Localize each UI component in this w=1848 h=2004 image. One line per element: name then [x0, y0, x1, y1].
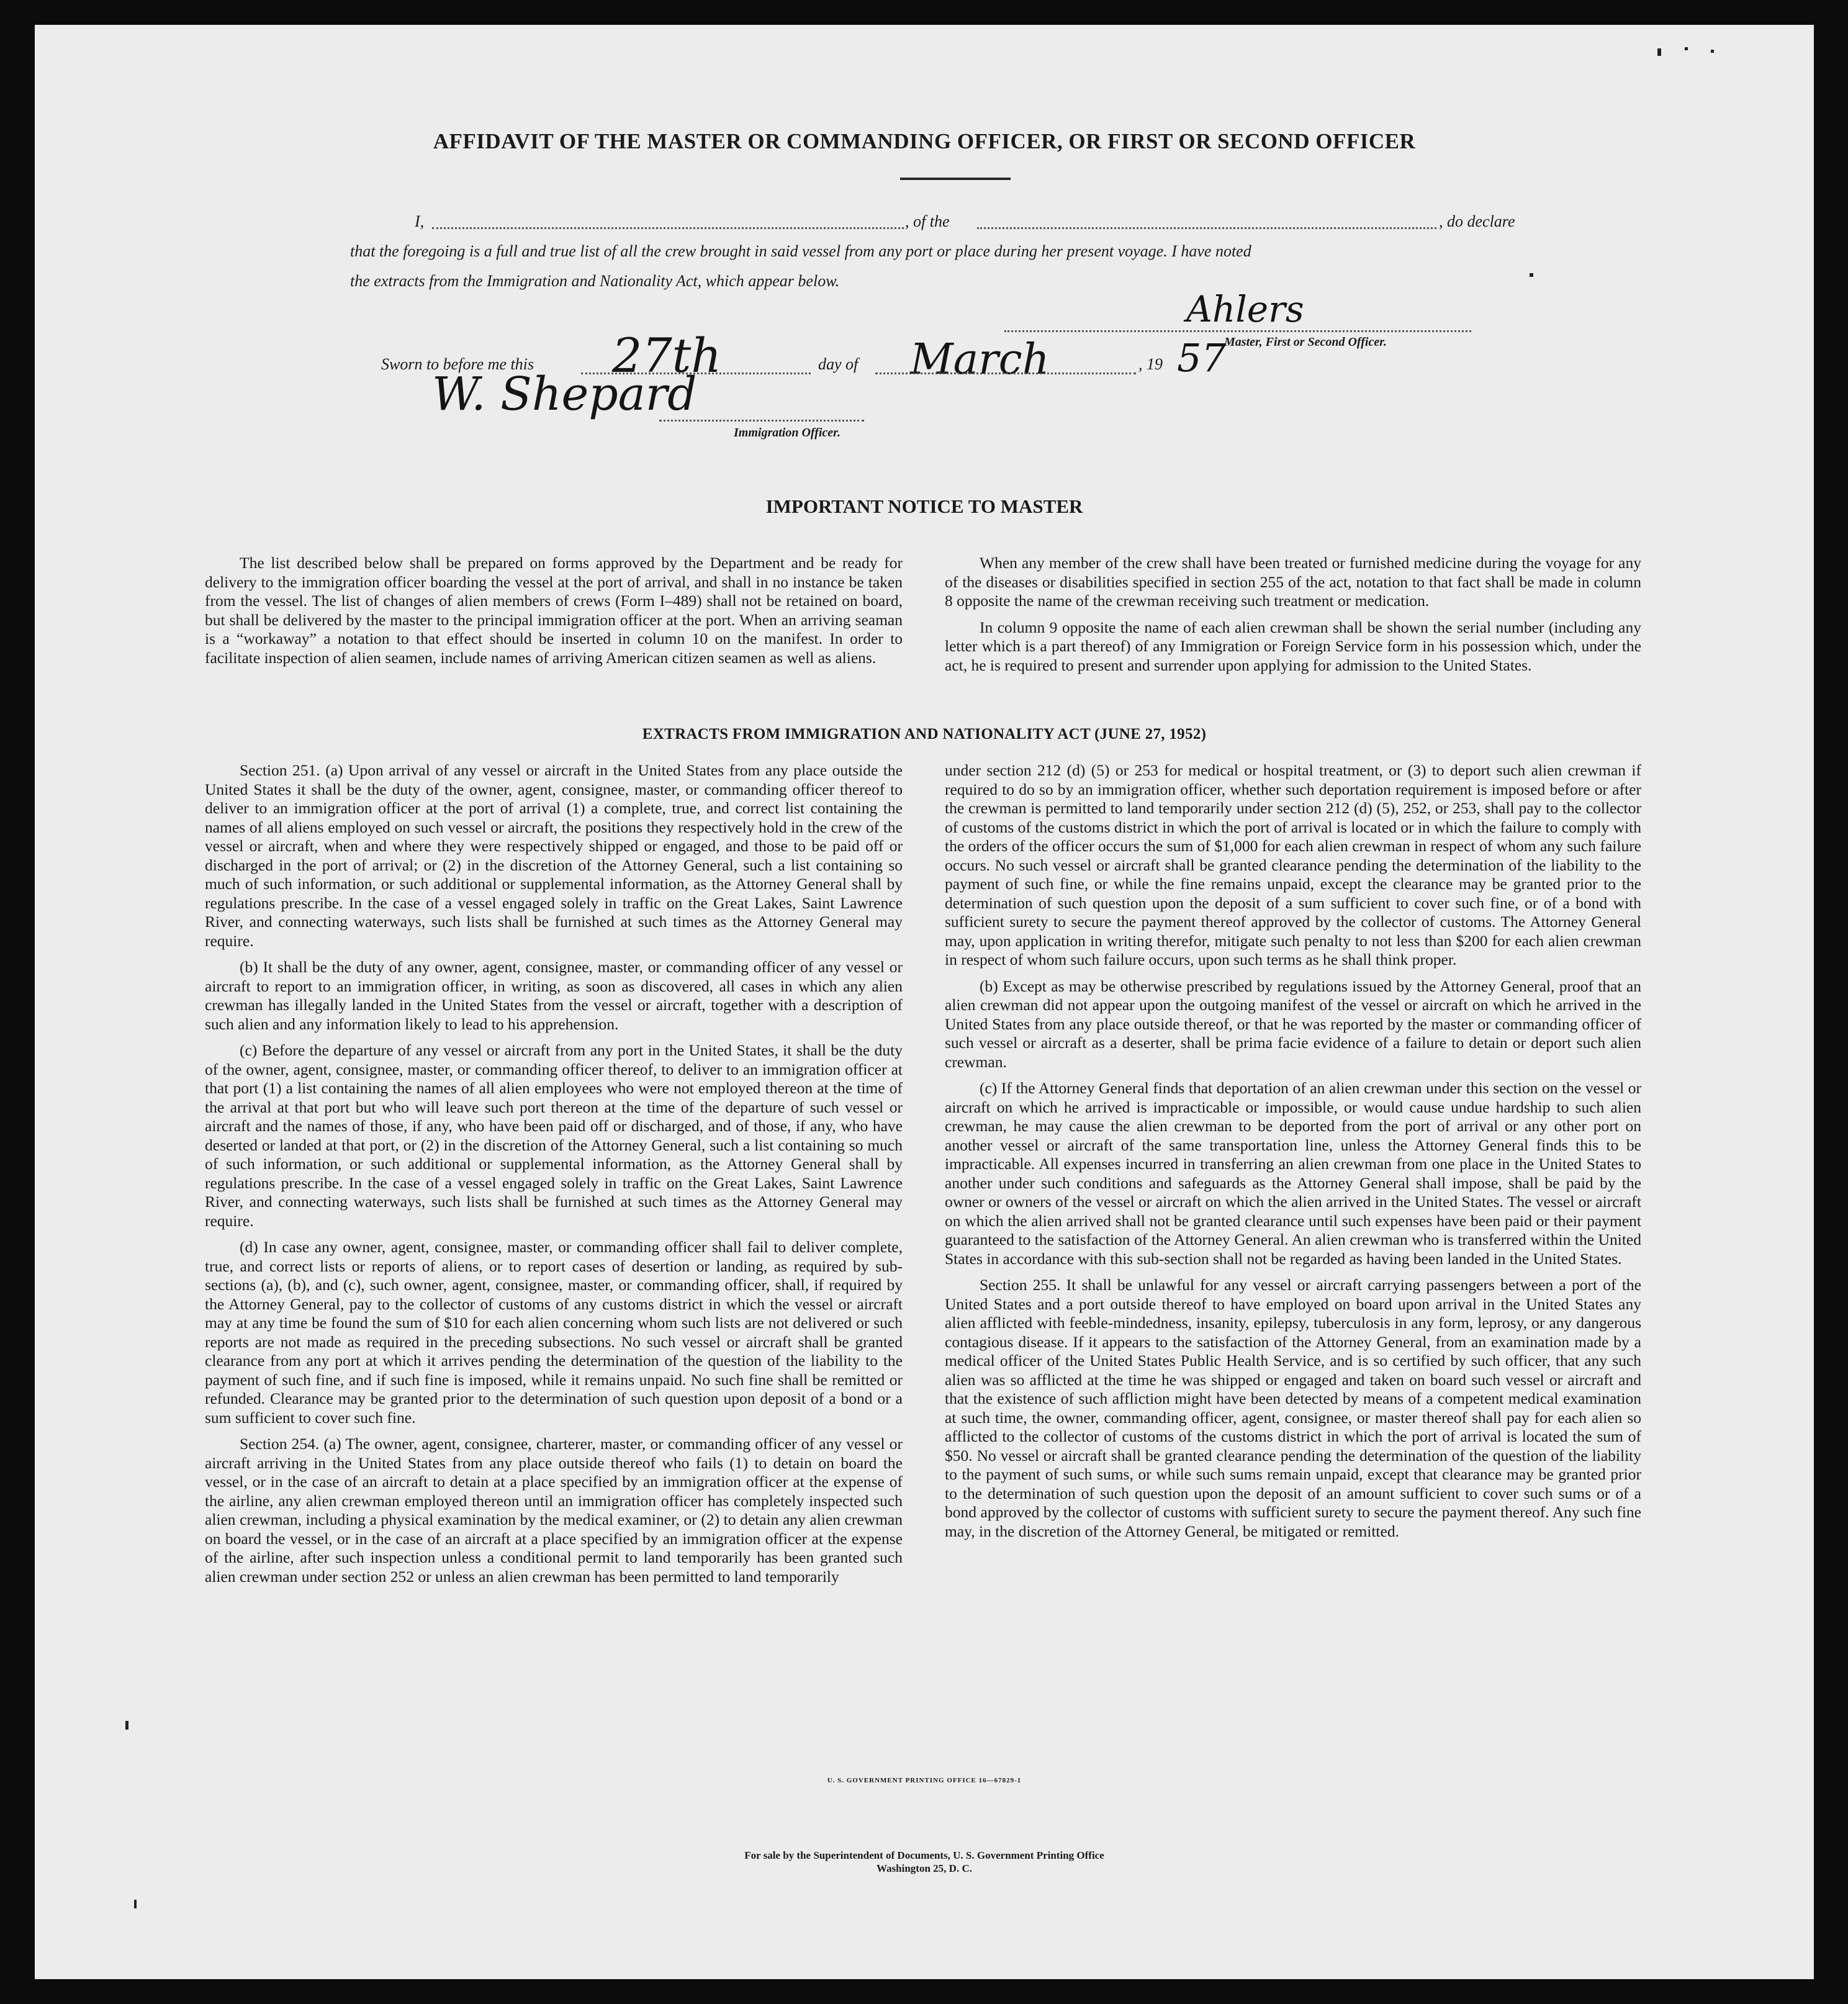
speck	[1657, 48, 1661, 56]
sale-line: Washington 25, D. C.	[877, 1862, 972, 1874]
officer-caption: Immigration Officer.	[734, 426, 841, 440]
master-caption: Master, First or Second Officer.	[1224, 335, 1387, 349]
year-prefix: , 19	[1138, 355, 1163, 373]
section-paragraph: Section 254. (a) The owner, agent, consignee, charterer, master, or commanding officer of any vessel or aircraft arriving in the United States from any place outside thereof who fails (1) to detain on board the vessel, or in the case of an aircraft to detain at a place specified by an immigration officer at the expense of the airline, any alien crewman employed thereon until an immigration officer has completely inspected such alien crewman, including a physical examination by the medical examiner, or (2) to detain any alien crewman on board the vessel, or in the case of an aircraft at a place specified by an immigration officer at the expense of the airline, after such inspection unless a conditional permit to land temporarily has been granted such alien crewman under section 252 or unless an alien crewman has been permitted to land temporarily	[205, 1435, 903, 1586]
notice-paragraph: When any member of the crew shall have been treated or furnished medicine during the voyage for any of the diseases or disabilities specified in section 255 of the act, notation to that fact shall be made in column 8 opposite the name of the crewman receiving such treatment or medication.	[945, 554, 1641, 610]
notice-paragraph: In column 9 opposite the name of each alien crewman shall be shown the serial number (including any letter which is a part thereof) of any Immigration or Foreign Service form in his possession which, under the act, he is required to present and surrender upon applying for admission to the United States.	[945, 618, 1641, 674]
speck	[134, 1900, 137, 1908]
vessel-blank[interactable]	[977, 227, 1436, 229]
sale-line: For sale by the Superintendent of Documents, U. S. Government Printing Office	[744, 1849, 1104, 1861]
speck	[125, 1721, 128, 1730]
extracts-right-column	[945, 761, 1641, 1548]
declaration-i: I,	[415, 212, 425, 230]
speck	[1685, 47, 1688, 50]
declaration-of-the: , of the	[905, 212, 950, 230]
document-page	[35, 25, 1814, 1979]
officer-signature-line	[659, 420, 864, 422]
speck	[1711, 50, 1714, 53]
declaration-text: that the foregoing is a full and true list of all the crew brought in said vessel from any port or place during her present voyage. I have noted	[350, 242, 1251, 260]
sworn-year: 57	[1177, 335, 1226, 381]
extracts-title: EXTRACTS FROM IMMIGRATION AND NATIONALITY ACT (JUNE 27, 1952)	[642, 726, 1207, 742]
notice-right-column	[945, 554, 1641, 682]
gpo-imprint: U. S. GOVERNMENT PRINTING OFFICE 16—67829-1	[827, 1777, 1022, 1784]
declaration-do-declare: , do declare	[1439, 212, 1515, 230]
section-paragraph: Section 251. (a) Upon arrival of any vessel or aircraft in the United States from any place outside the United States it shall be the duty of the owner, agent, consignee, master, or commanding officer thereof to deliver to an immigration officer at the port of arrival (1) a complete, true, and correct list containing the names of all aliens employed on such vessel or aircraft, the positions they respectively hold in the crew of the vessel or aircraft, when and where they were respectively shipped or engaged, and those to be paid off or discharged in the port of arrival; or (2) in the discretion of the Attorney General, such a list containing so much of such information, or such additional or supplemental information, as the Attorney General shall by regulations prescribe. In the case of a vessel engaged solely in traffic on the Great Lakes, Saint Lawrence River, and connecting waterways, such lists shall be furnished at such times as the Attorney General may require.	[205, 761, 903, 950]
officer-signature: W. Shepard	[432, 368, 697, 421]
section-paragraph: (c) Before the departure of any vessel or aircraft from any port in the United States, it shall be the duty of the owner, agent, consignee, master, or commanding officer thereof, to deliver to an immigration officer at that port (1) a list containing the names of all alien employees who were not employed thereon at the time of the arrival at that port but who will leave such port thereon at the time of the departure of such vessel or aircraft and the names of those, if any, who have been paid off or discharged, and of those, if any, who have deserted or landed at that port, or (2) in the discretion of the Attorney General, such a list containing so much of such information, or such additional or supplemental information, as the Attorney General shall by regulations prescribe. In the case of a vessel engaged solely in traffic on the Great Lakes, Saint Lawrence River, and connecting waterways, such lists shall be furnished at such times as the Attorney General may require.	[205, 1041, 903, 1230]
sworn-label: Sworn to before me this	[381, 355, 534, 373]
master-signature: Ahlers	[1186, 288, 1304, 330]
affidavit-title: AFFIDAVIT OF THE MASTER OR COMMANDING OFFICER, OR FIRST OR SECOND OFFICER	[433, 129, 1416, 153]
month-blank	[875, 372, 1136, 374]
sale-notice	[35, 1849, 1814, 1875]
notice-paragraph: The list described below shall be prepared on forms approved by the Department and be ready for delivery to the immigration officer boarding the vessel at the port of arrival, and shall in no instance be taken from the vessel. The list of changes of alien members of crews (Form I–489) shall not be retained on board, but shall be delivered by the master to the principal immigration officer at the port. When an arriving seaman is a “workaway” a notation to that effect should be inserted in column 10 on the manifest. In order to facilitate inspection of alien seamen, include names of arriving American citizen seamen as well as aliens.	[205, 554, 903, 667]
section-paragraph: under section 212 (d) (5) or 253 for medical or hospital treatment, or (3) to deport such alien crewman if required to do so by an immigration officer, whether such deportation requirement is imposed before or after the crewman is permitted to land temporarily under section 212 (d) (5), 252, or 253, shall pay to the collector of customs of the customs district in which the port of arrival is located or in which the failure to comply with the orders of the officer occurs the sum of $1,000 for each alien crewman in respect of whom any such failure occurs. No such vessel or aircraft shall be granted clearance pending the determination of the liability to the payment of such fine, or while the fine remains unpaid, except the clearance may be granted prior to the determination of such question upon the deposit of a sum sufficient to cover such fine, or of a bond with sufficient surety to secure the payment thereof approved by the collector of customs. The Attorney General may, upon application in writing therefor, mitigate such penalty to not less than $200 for each alien crewman in respect of whom such failure occurs, upon such terms as he shall think proper.	[945, 761, 1641, 968]
extracts-left-column	[205, 761, 903, 1594]
title-rule	[900, 178, 1011, 180]
section-paragraph: Section 255. It shall be unlawful for any vessel or aircraft carrying passengers between a port of the United States and a port outside thereof to have employed on board upon arrival in the United States any alien afflicted with feeble-mindedness, insanity, epilepsy, tuberculosis in any form, leprosy, or any dangerous contagious disease. If it appears to the satisfaction of the Attorney General, from an examination made by a medical officer of the United States Public Health Service, and is so certified by such officer, that any such alien was so afflicted at the time he was shipped or engaged and taken on board such vessel or aircraft and that the existence of such affliction might have been detected by means of a competent medical examination at such time, the owner, commanding officer, agent, consignee, or master thereof shall pay for each alien so afflicted to the collector of customs of the customs district in which the port of arrival is located the sum of $50. No vessel or aircraft shall be granted clearance pending the determination of the question of the liability to the payment of such sums, or while such sums remain unpaid, except that clearance may be granted prior to the determination of such question upon the deposit of an amount sufficient to cover such sums or of a bond approved by the collector of customs with sufficient surety to secure the payment thereof. Any such fine may, in the discretion of the Attorney General, be mitigated or remitted.	[945, 1276, 1641, 1540]
master-signature-line	[1004, 330, 1471, 332]
section-paragraph: (c) If the Attorney General finds that deportation of an alien crewman under this section on the vessel or aircraft on which he arrived is impracticable or impossible, or would cause undue hardship to such alien crewman, he may cause the alien crewman to be deported from the port of arrival or any other port on another vessel or aircraft of the same transportation line, unless the Attorney General finds this to be impracticable. All expenses incurred in transferring an alien crewman from one place in the United States to another under such conditions and safeguards as the Attorney General shall impose, shall be paid by the owner or owners of the vessel or aircraft on which the alien arrived in the United States. The vessel or aircraft on which the alien arrived shall not be granted clearance until such expenses have been paid or their payment guaranteed to the satisfaction of the Attorney General. An alien crewman who is transferred within the United States in accordance with this sub-section shall not be regarded as having been landed in the United States.	[945, 1079, 1641, 1268]
section-paragraph: (d) In case any owner, agent, consignee, master, or commanding officer shall fail to deliver complete, true, and correct lists or reports of aliens, or to report cases of desertion or landing, as required by sub-sections (a), (b), and (c), such owner, agent, consignee, master, or commanding officer, shall, if required by the Attorney General, pay to the collector of customs of any customs district in which the vessel or aircraft may at any time be found the sum of $10 for each alien concerning whom such lists are not delivered or such reports are not made as required in the preceding subsections. No such vessel or aircraft shall be granted clearance from any port at which it arrives pending the determination of the question of the liability to the payment of such fine, and if such fine is imposed, while it remains unpaid. No such fine shall be remitted or refunded. Clearance may be granted prior to the determination of such question upon deposit of a bond or a sum sufficient to cover such fine.	[205, 1238, 903, 1427]
section-paragraph: (b) It shall be the duty of any owner, agent, consignee, master, or commanding officer of any vessel or aircraft to report to an immigration officer, in writing, as soon as discovered, all cases in which any alien crewman has illegally landed in the United States from the vessel or aircraft, together with a description of such alien and any information likely to lead to his apprehension.	[205, 958, 903, 1033]
speck	[1530, 273, 1533, 277]
notice-left-column	[205, 554, 903, 675]
sworn-day: 27th	[612, 328, 722, 383]
sworn-month: March	[910, 335, 1050, 384]
section-paragraph: (b) Except as may be otherwise prescribed by regulations issued by the Attorney General, proof that an alien crewman did not appear upon the outgoing manifest of the vessel or aircraft on which he arrived in the United States from any place outside thereof, or that he was reported by the master or commanding officer of such vessel or aircraft as a deserter, shall be prima facie evidence of a failure to detain or deport such alien crewman.	[945, 977, 1641, 1071]
name-blank[interactable]	[432, 227, 904, 229]
day-of-label: day of	[818, 355, 859, 373]
declaration-text-2: the extracts from the Immigration and Nationality Act, which appear below.	[350, 272, 840, 290]
notice-title: IMPORTANT NOTICE TO MASTER	[765, 495, 1083, 517]
